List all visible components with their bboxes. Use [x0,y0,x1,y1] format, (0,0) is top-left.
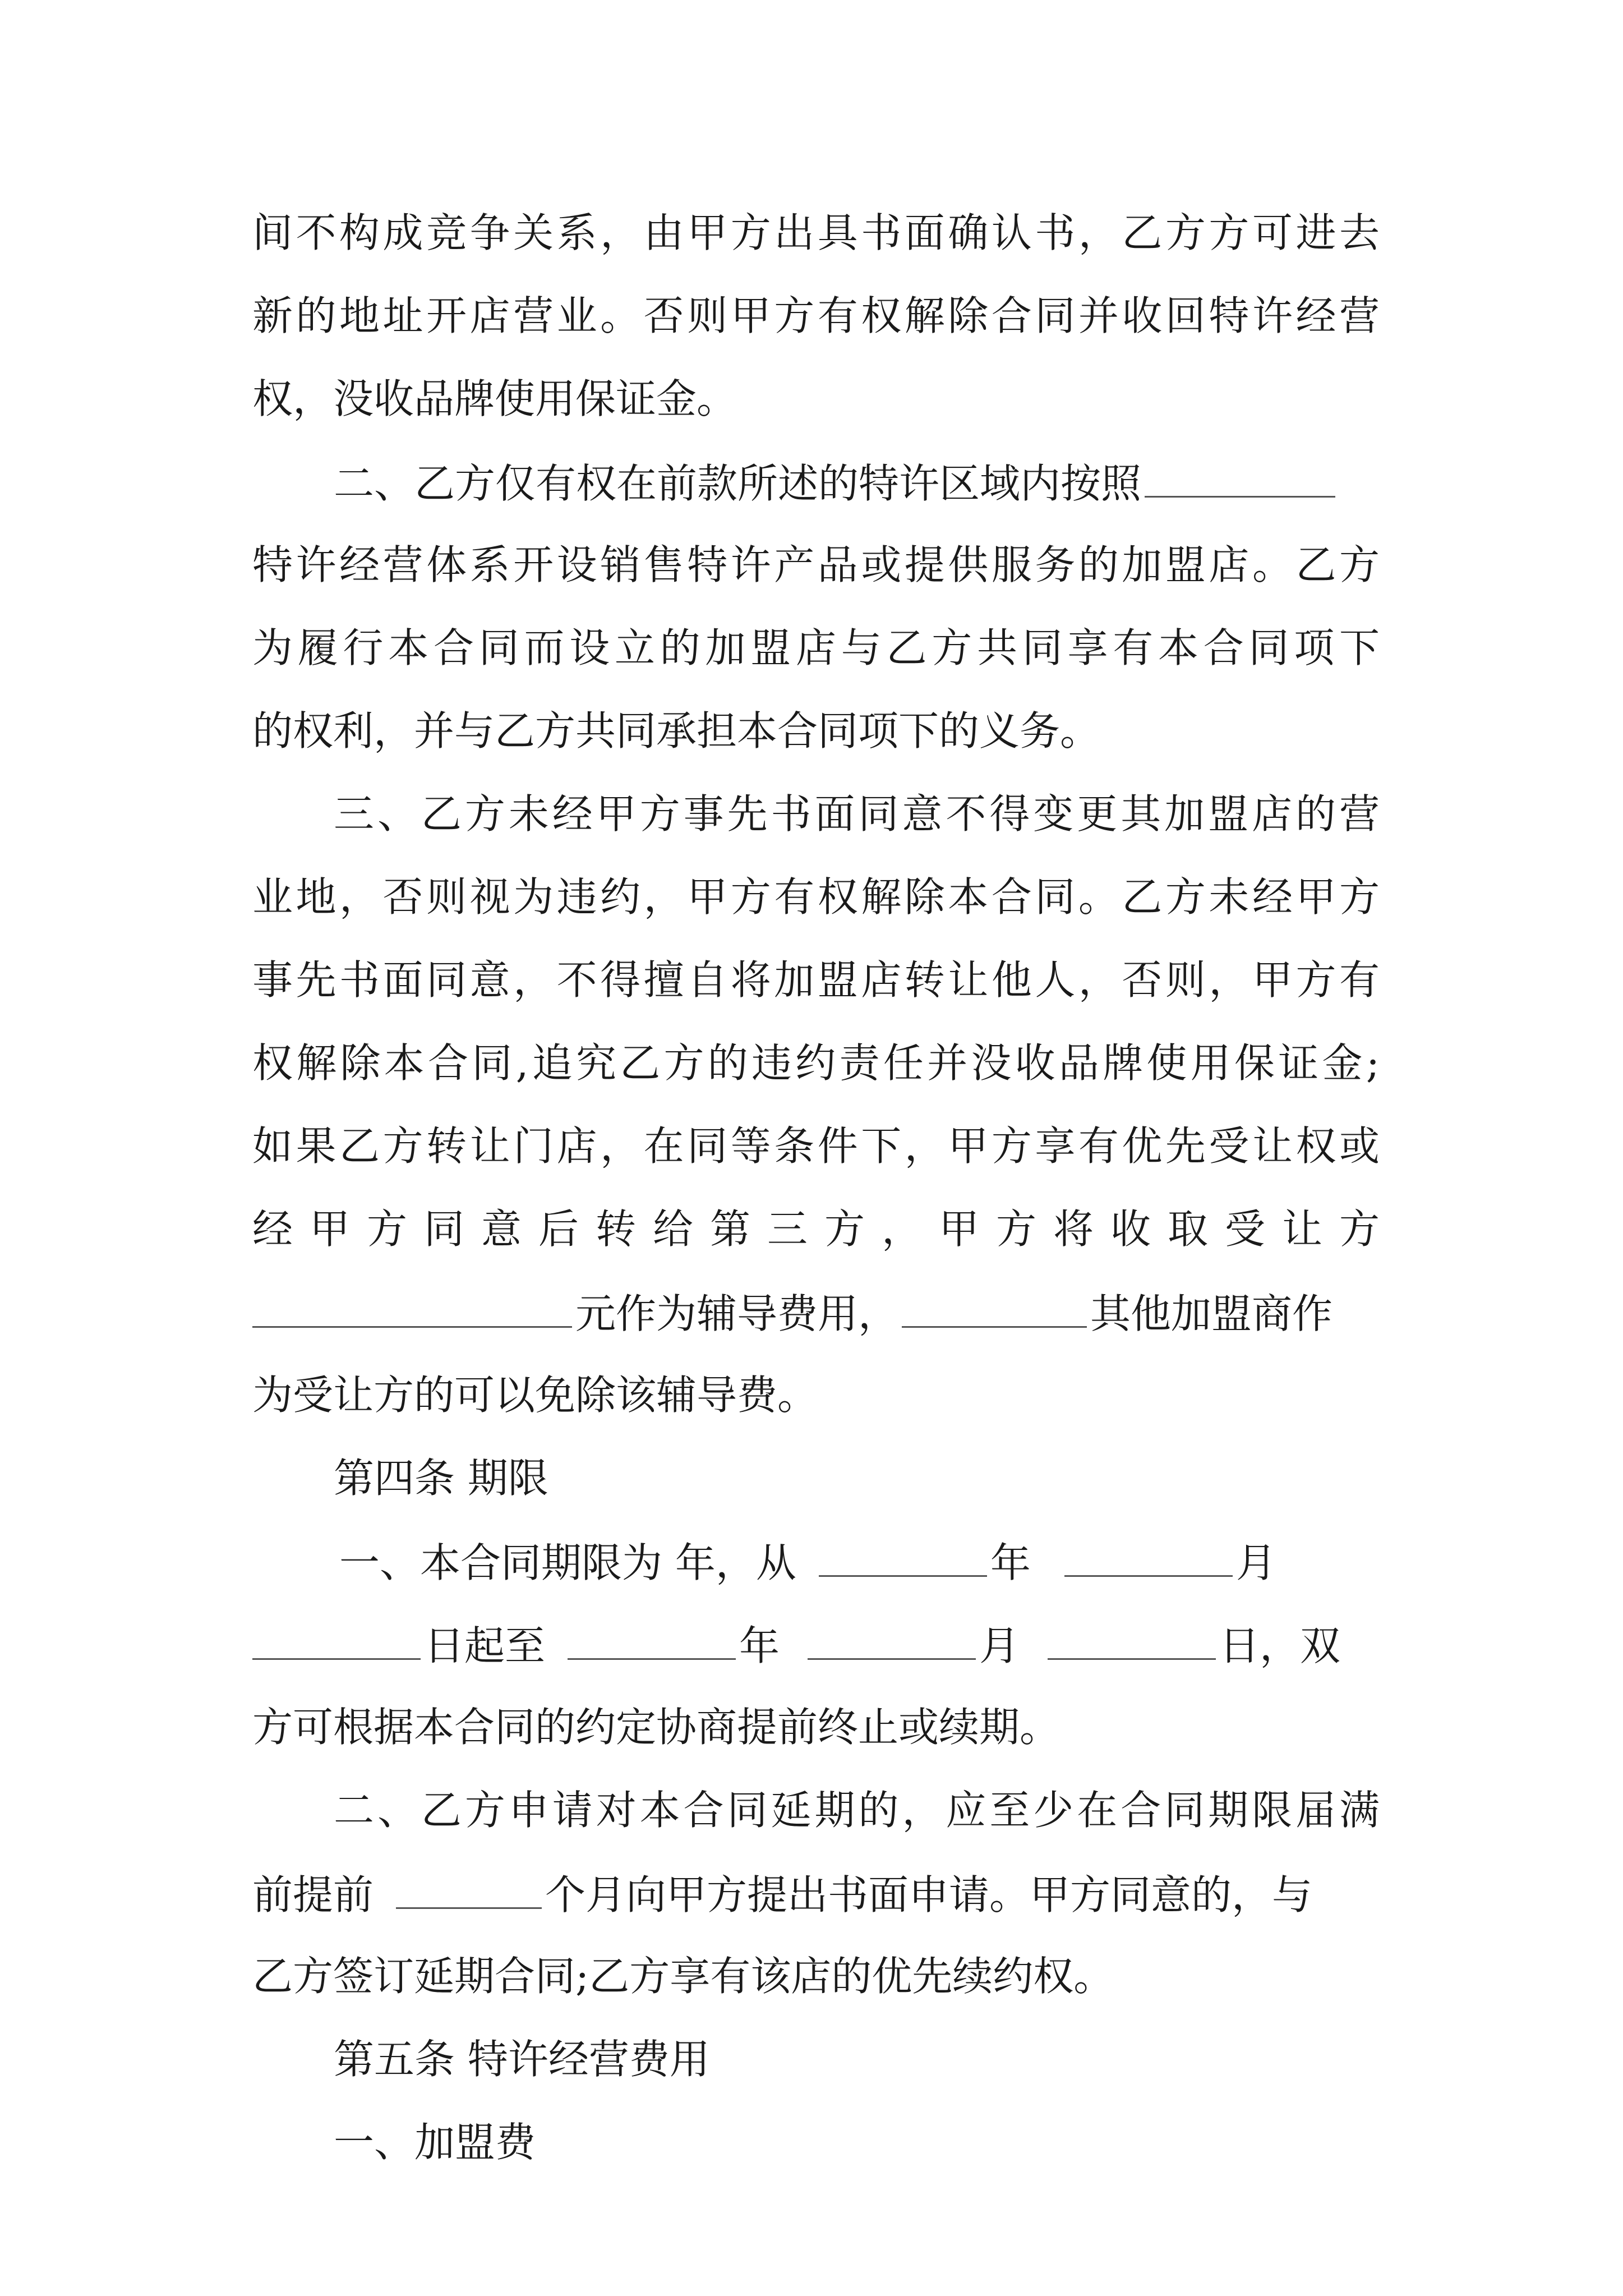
text-line: 特许经营体系开设销售特许产品或提供服务的加盟店。乙方 [252,541,1380,588]
paragraph-line: 二、乙方申请对本合同延期的，应至少在合同期限届满 [334,1787,1380,1834]
fill-in-blank [568,1613,736,1660]
paragraph-line: 三、乙方未经甲方事先书面同意不得变更其加盟店的营 [334,790,1380,838]
text-segment: 元作为辅导费用， [575,1290,899,1337]
text-segment: 年 [990,1539,1031,1586]
fill-in-blank [1145,451,1335,498]
text-line: 乙方签订延期合同;乙方享有该店的优先续约权。 [252,1953,1114,2000]
text-segment: 前提前 [252,1871,374,1918]
fill-in-blank [902,1281,1087,1328]
text-line: 方可根据本合同的约定协商提前终止或续期。 [252,1704,1061,1751]
paragraph-line [334,451,1339,513]
text-segment: 个月向甲方提出书面申请。甲方同意的，与 [545,1871,1313,1918]
text-segment: 日起至 [424,1622,546,1669]
text-line: 为受让方的可以免除该辅导费。 [252,1372,818,1419]
fill-in-blank [252,1281,572,1328]
text-line: 如果乙方转让门店，在同等条件下，甲方享有优先受让权或 [252,1122,1380,1170]
section-heading: 第五条 特许经营费用 [334,2036,710,2083]
text-segment: 月 [979,1622,1020,1669]
fill-in-blank [252,1613,421,1660]
text-line: 一、加盟费 [334,2119,536,2166]
fill-in-blank [1048,1613,1216,1660]
text-line: 业地，否则视为违约，甲方有权解除本合同。乙方未经甲方 [252,873,1380,921]
text-segment: 月 [1235,1539,1276,1586]
paragraph-line [252,1281,1332,1343]
text-line: 为履行本合同而设立的加盟店与乙方共同享有本合同项下 [252,624,1380,671]
text-line: 经 甲 方 同 意 后 转 给 第 三 方 ， 甲 方 将 收 取 受 让 方 [252,1205,1380,1253]
text-line: 新的地址开店营业。否则甲方有权解除合同并收回特许经营 [252,292,1380,339]
paragraph-line [339,1530,1276,1592]
text-line: 间不构成竞争关系，由甲方出具书面确认书，乙方方可进去 [252,209,1380,256]
fill-in-blank [396,1862,542,1909]
text-line: 的权利，并与乙方共同承担本合同项下的义务。 [252,707,1101,754]
text-segment: 其他加盟商作 [1090,1290,1333,1337]
paragraph-line [252,1862,1312,1924]
text-line: 权，没收品牌使用保证金。 [252,375,737,422]
paragraph-line [252,1613,1340,1675]
fill-in-blank [819,1530,987,1577]
text-segment: 二、乙方仅有权在前款所述的特许区域内按照 [334,460,1142,507]
text-segment: 一、本合同期限为 年，从 [339,1539,796,1586]
fill-in-blank [808,1613,976,1660]
fill-in-blank [1064,1530,1233,1577]
text-segment: 年 [739,1622,780,1669]
section-heading: 第四条 期限 [334,1455,548,1502]
text-segment: 日，双 [1219,1622,1341,1669]
text-line: 事先书面同意，不得擅自将加盟店转让他人，否则，甲方有 [252,956,1380,1004]
text-line: 权解除本合同,追究乙方的违约责任并没收品牌使用保证金; [252,1039,1380,1087]
